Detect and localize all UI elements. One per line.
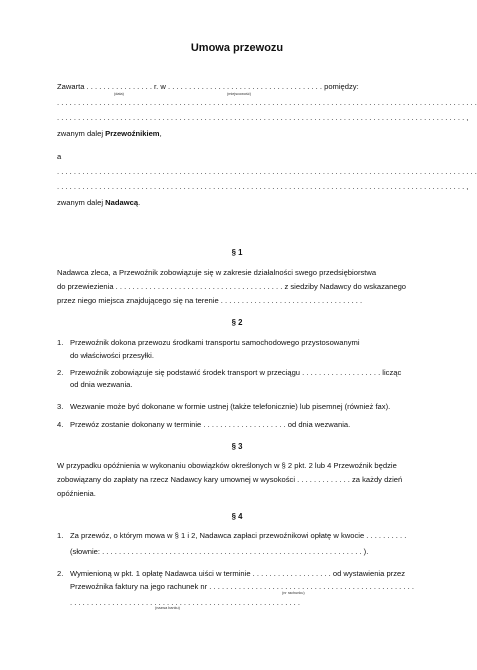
section-2-item-1-line-2: do właściwości przesyłki.	[70, 351, 154, 360]
section-2-item-3-line-1: Wezwanie może być dokonane w formie ustnej (także telefonicznie) lub pisemnej (również fax).	[70, 402, 391, 411]
section-2-item-3-number: 3.	[57, 402, 64, 411]
hint-bank-name: (nazwa banku)	[155, 606, 180, 610]
sender-suffix: .	[138, 198, 141, 207]
section-4-item-2-line-2: Przewoźnika faktury na jego rachunek nr . . . . . . . . . . . . . . . . . . . . . . . . . . . . . . . . . . . . . . . . . . . . . . . . .	[70, 582, 414, 591]
section-4-item-1-number: 1.	[57, 531, 64, 540]
carrier-suffix: ,	[159, 129, 162, 138]
section-3-line-1: W przypadku opóźnienia w wykonaniu obowiązków określonych w § 2 pkt. 2 lub 4 Przewoźnik będzie	[57, 461, 397, 470]
section-1-line-1: Nadawca zleca, a Przewoźnik zobowiązuje się w zakresie działalności swego przedsiębiorstwa	[57, 268, 377, 277]
section-1-line-3: przez niego miejsca znajdującego się na terenie . . . . . . . . . . . . . . . . . . . . . . . . . . . . . . . . . .	[57, 296, 363, 305]
sender-definition	[57, 198, 140, 208]
section-4-item-1-line-2: (słownie: . . . . . . . . . . . . . . . . . . . . . . . . . . . . . . . . . . . . . . . . . . . . . . . . . . . . . . . . . . . . . . ).	[70, 547, 369, 556]
hint-date: (data)	[114, 92, 124, 96]
section-4-item-1-line-1: Za przewóz, o którym mowa w § 1 i 2, Nadawca zapłaci przewoźnikowi opłatę w kwocie . . . . . . . . . .	[70, 531, 407, 540]
hint-account-number: (nr rachunku)	[282, 591, 305, 595]
carrier-prefix: zwanym dalej	[57, 129, 106, 138]
section-4-item-2-line-3: . . . . . . . . . . . . . . . . . . . . . . . . . . . . . . . . . . . . . . . . . . . . . . . . . . . . . . .	[70, 598, 300, 607]
carrier-definition	[57, 129, 162, 139]
section-1-heading: § 1	[231, 248, 243, 257]
section-2-item-1-line-1: Przewoźnik dokona przewozu środkami transportu samochodowego przystosowanymi	[70, 338, 360, 347]
section-2-item-4-number: 4.	[57, 420, 64, 429]
section-1-line-2: do przewiezienia . . . . . . . . . . . . . . . . . . . . . . . . . . . . . . . . . . . . . . . . z siedziby Nadawcy do wskazanego	[57, 282, 407, 291]
section-3-heading: § 3	[231, 442, 243, 451]
section-2-item-4-line-1: Przewóz zostanie dokonany w terminie . . . . . . . . . . . . . . . . . . . . od dnia wezwania.	[70, 420, 351, 429]
section-4-heading: § 4	[231, 512, 243, 521]
section-2-item-2-line-2: od dnia wezwania.	[70, 380, 133, 389]
hint-place: (miejscowość)	[227, 92, 252, 96]
document-title: Umowa przewozu	[190, 42, 284, 54]
party-two-dots-1: . . . . . . . . . . . . . . . . . . . . . . . . . . . . . . . . . . . . . . . . . . . . . . . . . . . . . . . . . . . . . . . . . . . . . . . . . . . . . . . . . . . . . . . . . . . . . . . . . . . .	[57, 167, 477, 176]
header-line-date-place: Zawarta . . . . . . . . . . . . . . . . r. w . . . . . . . . . . . . . . . . . . . . . . . . . . . . . . . . . . . . . pomiędzy:	[57, 82, 359, 91]
section-2-item-2-number: 2.	[57, 368, 64, 377]
section-2-heading: § 2	[231, 318, 243, 327]
sender-prefix: zwanym dalej	[57, 198, 106, 207]
party-one-dots-1: . . . . . . . . . . . . . . . . . . . . . . . . . . . . . . . . . . . . . . . . . . . . . . . . . . . . . . . . . . . . . . . . . . . . . . . . . . . . . . . . . . . . . . . . . . . . . . . . . . . .	[57, 98, 477, 107]
party-one-dots-2: . . . . . . . . . . . . . . . . . . . . . . . . . . . . . . . . . . . . . . . . . . . . . . . . . . . . . . . . . . . . . . . . . . . . . . . . . . . . . . . . . . . . . . . . . . . . . . . . . ,	[57, 113, 469, 122]
section-4-item-2-line-1: Wymienioną w pkt. 1 opłatę Nadawca uiści w terminie . . . . . . . . . . . . . . . . . . . od wystawienia przez	[70, 569, 406, 578]
carrier-name: Przewoźnikiem	[105, 129, 160, 138]
party-two-dots-2: . . . . . . . . . . . . . . . . . . . . . . . . . . . . . . . . . . . . . . . . . . . . . . . . . . . . . . . . . . . . . . . . . . . . . . . . . . . . . . . . . . . . . . . . . . . . . . . . . ,	[57, 182, 469, 191]
section-2-item-2-line-1: Przewoźnik zobowiązuje się podstawić środek transport w przeciągu . . . . . . . . . . . . . . . . . . . licząc	[70, 368, 402, 377]
sender-name: Nadawcą	[105, 198, 139, 207]
conjunction-and: a	[57, 152, 62, 161]
section-2-item-1-number: 1.	[57, 338, 64, 347]
section-3-line-3: opóźnienia.	[57, 489, 96, 498]
section-4-item-2-number: 2.	[57, 569, 64, 578]
section-3-line-2: zobowiązany do zapłaty na rzecz Nadawcy kary umownej w wysokości . . . . . . . . . . . . . za każdy dzień	[57, 475, 403, 484]
